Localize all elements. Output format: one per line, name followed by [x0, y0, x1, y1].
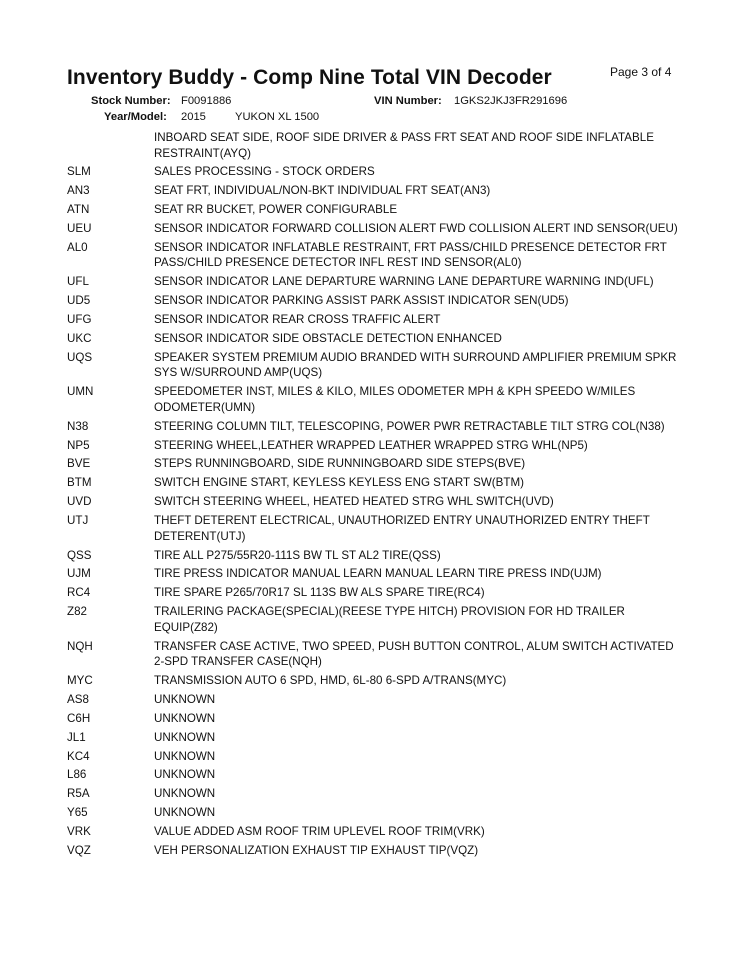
option-row	[0, 183, 742, 199]
option-description: UNKNOWN	[154, 768, 216, 782]
option-row	[0, 639, 742, 670]
option-row	[0, 274, 742, 290]
option-code: UFG	[67, 313, 92, 327]
option-code: L86	[67, 768, 87, 782]
option-description: STEERING COLUMN TILT, TELESCOPING, POWER PWR RETRACTABLE TILT STRG COL(N38)	[154, 419, 665, 433]
option-code: C6H	[67, 711, 91, 725]
option-code: NQH	[67, 639, 93, 653]
year-value: 2015	[181, 111, 206, 123]
option-code: UMN	[67, 385, 94, 399]
option-row	[0, 548, 742, 564]
option-row	[0, 221, 742, 237]
option-code: Y65	[67, 806, 88, 820]
option-row	[0, 692, 742, 708]
option-description: INBOARD SEAT SIDE, ROOF SIDE DRIVER & PASS FRT SEAT AND ROOF SIDE INFLATABLE RESTRAINT(AYQ)	[154, 131, 654, 160]
option-code: AL0	[67, 240, 88, 254]
option-code: BTM	[67, 476, 92, 490]
option-code: UTJ	[67, 514, 89, 528]
option-description: UNKNOWN	[154, 749, 216, 763]
option-description: UNKNOWN	[154, 692, 216, 706]
option-code: UFL	[67, 275, 89, 289]
option-row	[0, 438, 742, 454]
option-row	[0, 786, 742, 802]
option-code: JL1	[67, 730, 86, 744]
option-description: SENSOR INDICATOR FORWARD COLLISION ALERT FWD COLLISION ALERT IND SENSOR(UEU)	[154, 222, 678, 236]
option-code: UEU	[67, 222, 92, 236]
option-description: TRANSFER CASE ACTIVE, TWO SPEED, PUSH BUTTON CONTROL, ALUM SWITCH ACTIVATED 2-SPD TRANSFER CASE(NQH)	[154, 639, 674, 669]
option-description: SWITCH STEERING WHEEL, HEATED HEATED STRG WHL SWITCH(UVD)	[154, 495, 554, 509]
option-code	[0, 130, 135, 161]
option-description: SPEEDOMETER INST, MILES & KILO, MILES ODOMETER MPH & KPH SPEEDO W/MILES ODOMETER(UMN)	[154, 385, 636, 414]
option-description: SENSOR INDICATOR INFLATABLE RESTRAINT, FRT PASS/CHILD PRESENCE DETECTOR FRT PASS/CHILD PRESENCE DETECTOR INFL REST IND SENSOR(AL0)	[154, 240, 667, 270]
option-row	[0, 293, 742, 309]
option-description: TRAILERING PACKAGE(SPECIAL)(REESE TYPE HITCH) PROVISION FOR HD TRAILER EQUIP(Z82)	[154, 605, 625, 634]
option-row	[0, 331, 742, 347]
option-description: TIRE SPARE P265/70R17 SL 113S BW ALS SPARE TIRE(RC4)	[154, 586, 485, 600]
option-description: TIRE ALL P275/55R20-111S BW TL ST AL2 TIRE(QSS)	[154, 548, 441, 562]
option-row	[0, 711, 742, 727]
option-row	[0, 730, 742, 746]
option-description: VEH PERSONALIZATION EXHAUST TIP EXHAUST TIP(VQZ)	[154, 844, 479, 857]
option-description: UNKNOWN	[154, 730, 216, 744]
option-code: BVE	[67, 457, 91, 471]
page-title: Inventory Buddy - Comp Nine Total VIN Decoder	[67, 66, 552, 89]
option-row	[0, 824, 742, 840]
option-row	[0, 312, 742, 328]
option-code: UD5	[67, 294, 91, 308]
vin-number-value: 1GKS2JKJ3FR291696	[454, 95, 568, 107]
option-description: SENSOR INDICATOR SIDE OBSTACLE DETECTION ENHANCED	[154, 332, 502, 346]
year-model-label: Year/Model:	[104, 111, 167, 123]
option-description: UNKNOWN	[154, 787, 216, 801]
option-code: RC4	[67, 586, 91, 600]
option-row	[0, 585, 742, 601]
option-code: Z82	[67, 605, 87, 619]
option-row	[0, 475, 742, 491]
page-number: Page 3 of 4	[610, 65, 672, 79]
option-description: TRANSMISSION AUTO 6 SPD, HMD, 6L-80 6-SPD A/TRANS(MYC)	[154, 673, 507, 687]
option-row	[0, 350, 742, 381]
option-code: AS8	[67, 692, 89, 706]
vin-number-label: VIN Number:	[374, 95, 442, 107]
option-row	[0, 566, 742, 582]
option-code: UVD	[67, 495, 92, 509]
option-row	[0, 130, 742, 161]
option-row	[0, 384, 742, 415]
option-row	[0, 419, 742, 435]
option-code: VQZ	[67, 844, 91, 857]
option-row	[0, 673, 742, 689]
option-description: VALUE ADDED ASM ROOF TRIM UPLEVEL ROOF TRIM(VRK)	[154, 825, 485, 839]
option-description: SWITCH ENGINE START, KEYLESS KEYLESS ENG START SW(BTM)	[154, 476, 524, 490]
option-code: ATN	[67, 203, 90, 217]
option-code: QSS	[67, 548, 92, 562]
option-code: UJM	[67, 567, 91, 581]
option-description: SPEAKER SYSTEM PREMIUM AUDIO BRANDED WITH SURROUND AMPLIFIER PREMIUM SPKR SYS W/SURROUND AMP(UQS)	[154, 350, 677, 380]
option-code: AN3	[67, 184, 90, 198]
stock-number-label: Stock Number:	[91, 95, 171, 107]
option-description: THEFT DETERENT ELECTRICAL, UNAUTHORIZED ENTRY UNAUTHORIZED ENTRY THEFT DETERENT(UTJ)	[154, 514, 650, 543]
option-description: SEAT RR BUCKET, POWER CONFIGURABLE	[154, 203, 398, 217]
option-row	[0, 749, 742, 765]
model-value: YUKON XL 1500	[235, 111, 320, 123]
option-description: STEPS RUNNINGBOARD, SIDE RUNNINGBOARD SIDE STEPS(BVE)	[154, 457, 526, 471]
option-code-list	[0, 130, 742, 862]
option-row	[0, 843, 742, 859]
option-description: SENSOR INDICATOR REAR CROSS TRAFFIC ALERT	[154, 313, 441, 327]
option-row	[0, 767, 742, 783]
option-row	[0, 513, 742, 544]
option-code: R5A	[67, 787, 90, 801]
option-code: VRK	[67, 825, 91, 839]
option-description: UNKNOWN	[154, 806, 216, 820]
option-row	[0, 456, 742, 472]
option-row	[0, 202, 742, 218]
option-description: SENSOR INDICATOR PARKING ASSIST PARK ASSIST INDICATOR SEN(UD5)	[154, 294, 569, 308]
option-row	[0, 494, 742, 510]
option-code: N38	[67, 419, 89, 433]
option-description: SEAT FRT, INDIVIDUAL/NON-BKT INDIVIDUAL FRT SEAT(AN3)	[154, 184, 491, 198]
option-description: STEERING WHEEL,LEATHER WRAPPED LEATHER WRAPPED STRG WHL(NP5)	[154, 438, 588, 452]
option-code: NP5	[67, 438, 90, 452]
option-code: UQS	[67, 350, 93, 364]
option-description: TIRE PRESS INDICATOR MANUAL LEARN MANUAL LEARN TIRE PRESS IND(UJM)	[154, 567, 602, 581]
option-row	[0, 164, 742, 180]
option-row	[0, 805, 742, 821]
option-code: MYC	[67, 673, 93, 687]
option-description: UNKNOWN	[154, 711, 216, 725]
option-row	[0, 604, 742, 635]
option-code: UKC	[67, 332, 92, 346]
option-row	[0, 240, 742, 271]
option-code: SLM	[67, 165, 91, 179]
option-description: SALES PROCESSING - STOCK ORDERS	[154, 165, 375, 179]
option-description: SENSOR INDICATOR LANE DEPARTURE WARNING LANE DEPARTURE WARNING IND(UFL)	[154, 275, 654, 289]
option-code: KC4	[67, 749, 90, 763]
stock-number-value: F0091886	[181, 95, 232, 107]
